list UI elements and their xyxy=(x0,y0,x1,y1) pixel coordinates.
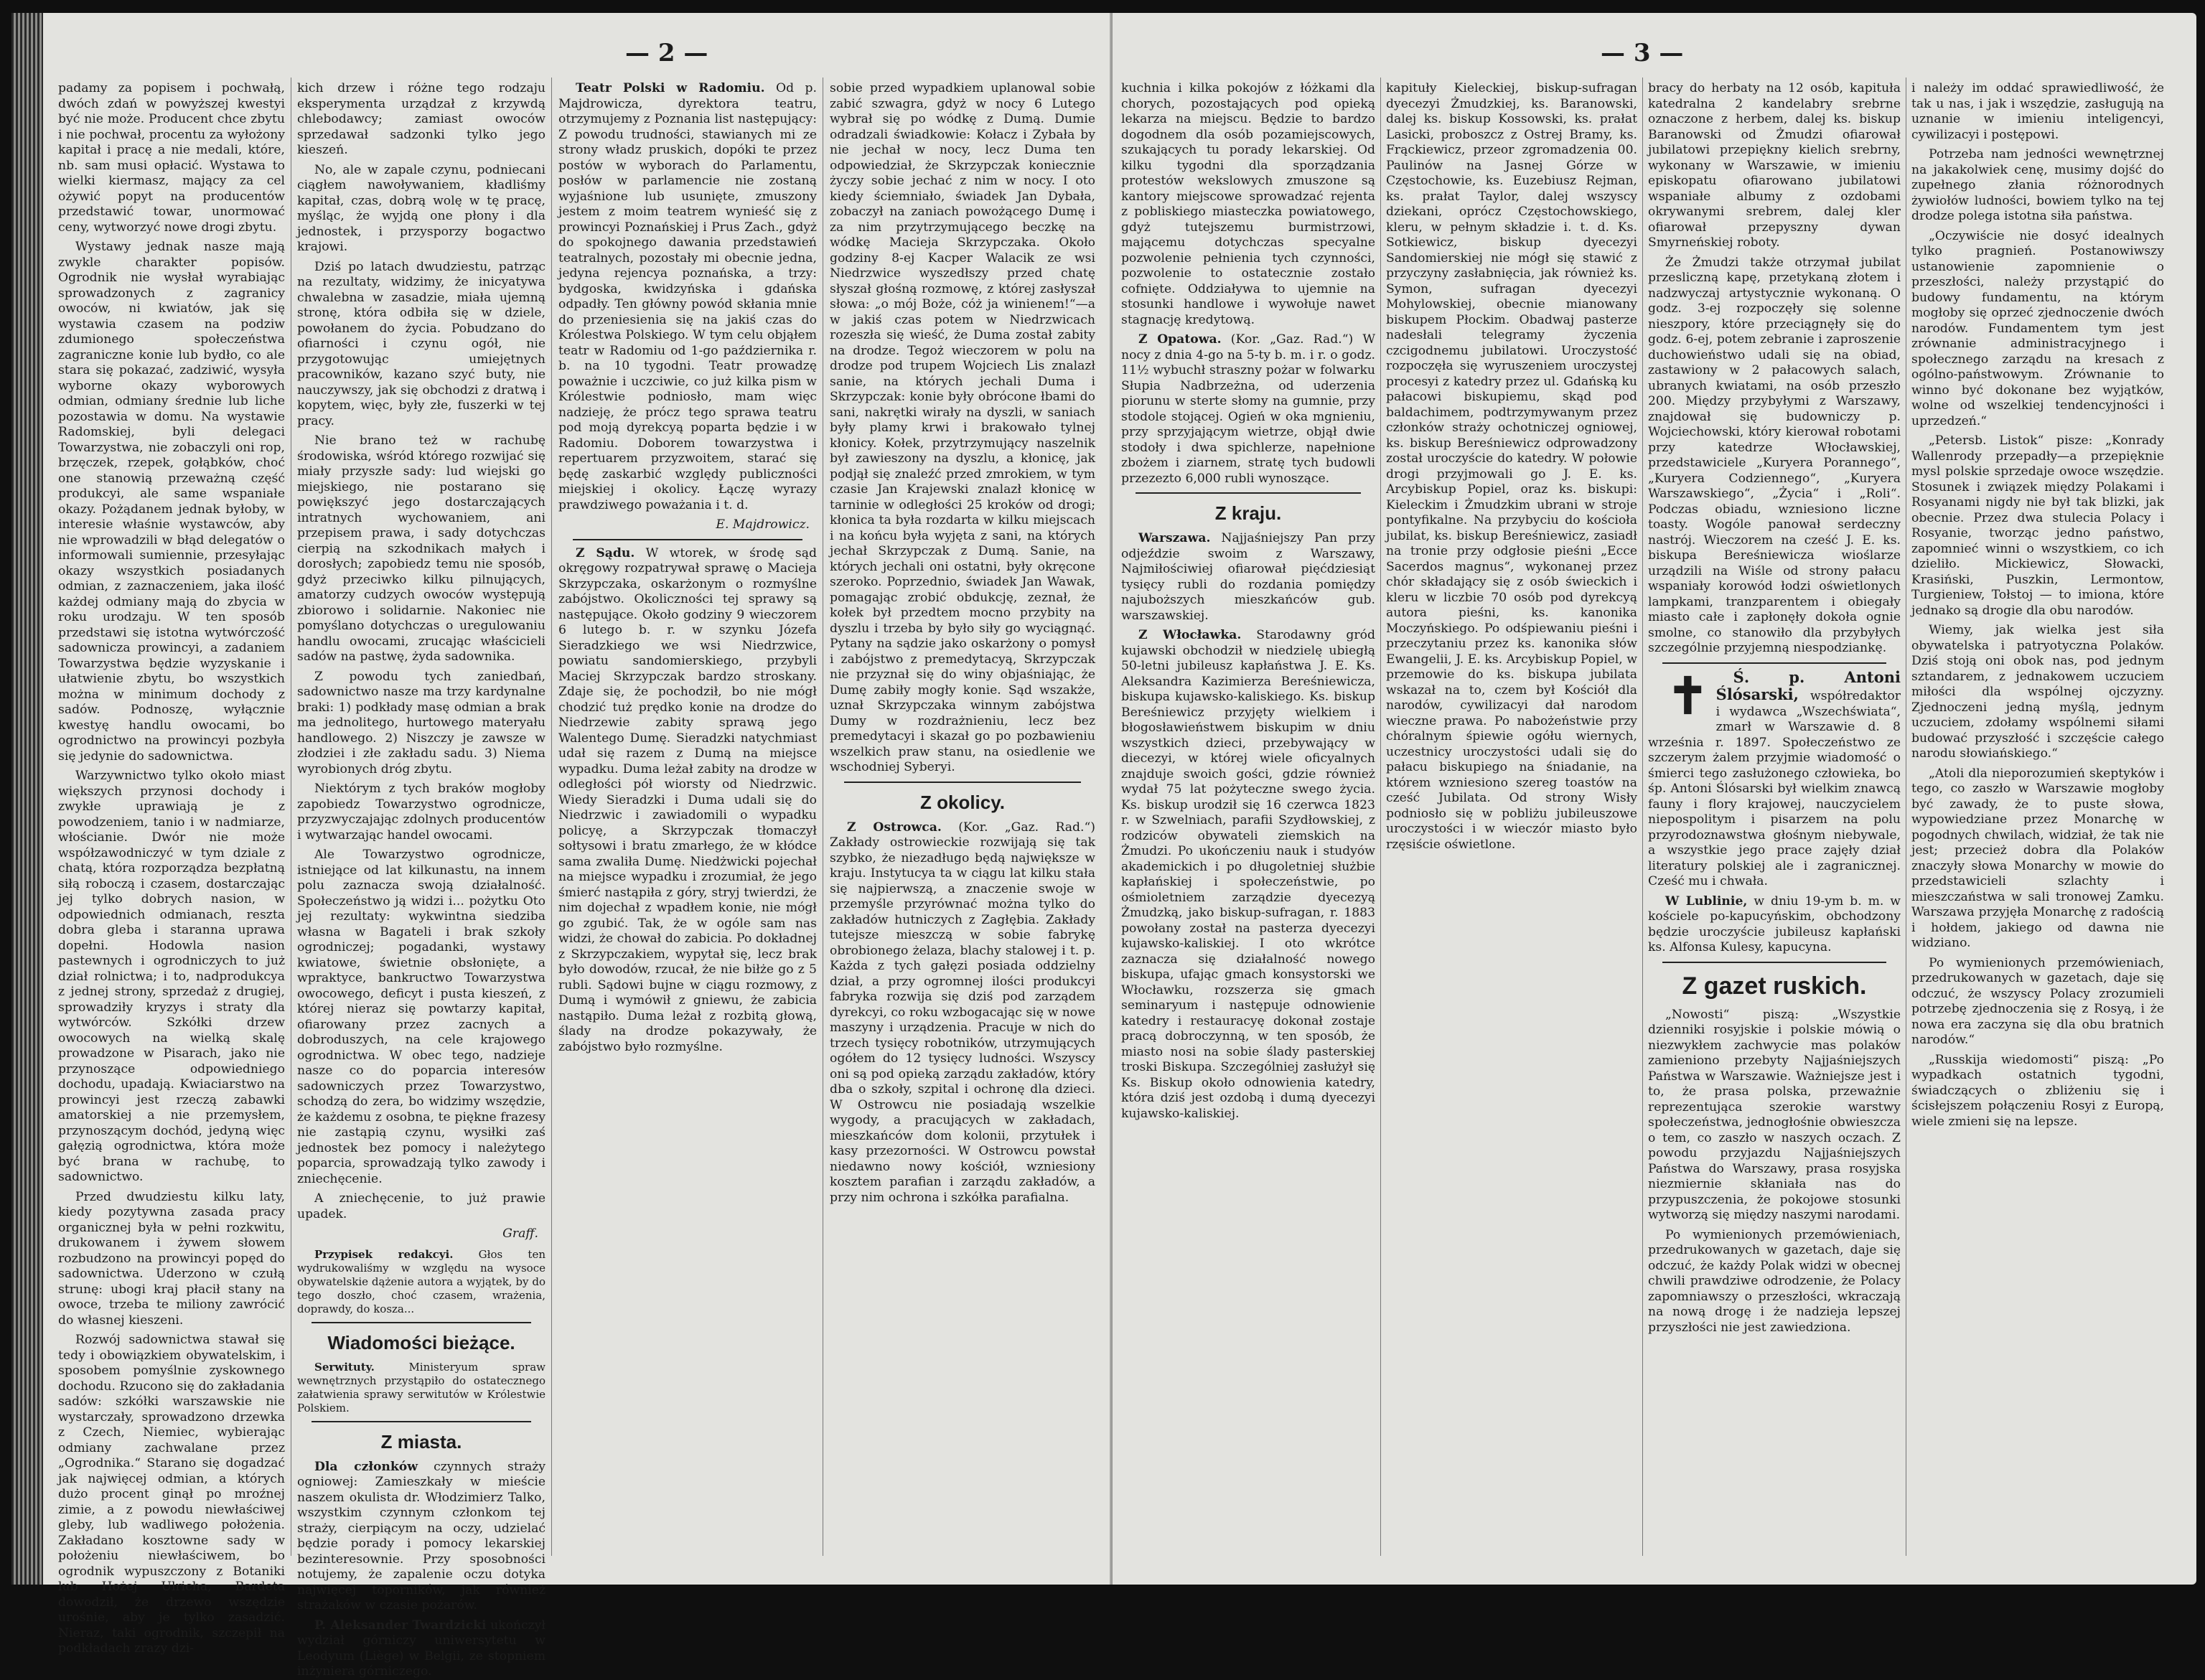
right-column-4 xyxy=(1911,81,2164,1563)
left-column-3 xyxy=(558,81,817,1563)
section-heading-news: Wiadomości bieżące. xyxy=(327,1331,515,1353)
page-number-right: — 3 — xyxy=(1601,39,1684,67)
news-lead: Serwituty. xyxy=(314,1360,375,1374)
article-signature: Graff. xyxy=(502,1226,538,1241)
paragraph: kapituły Kieleckiej, biskup-sufragan dyecezyi Żmudzkiej, ks. Baranowski, dalej ks. biskup Kossowski, ks. prałat Lasicki, proboszcz z Ostrej Bramy, ks. Frąckiewicz, przeor zgromadzenia 00. Paulinów na Jasnej Górze w Częstochowie, ks. Euzebiusz Rejman, ks. prałat Taylor, dalej wszyscy dziekani, oprócz Częstochowskiego, kleru, w pełnym składzie i. t. d. Ks. Sotkiewicz, biskup dyecezyi Sandomierskiej nie mógł się stawić z przyczyny zasłabnięcia, jak również ks. Symon, sufragan dyecezyi Mohylowskiej, obecnie mianowany biskupem Płockim. Obadwaj pasterze nadesłali telegramy życzenia czcigodnemu jubilatowi. Uroczystość rozpoczęła się wyruszeniem uroczystej procesyi z katedry przez ul. Gdańską ku pałacowi biskupiemu, skąd pod baldachimem, podtrzymywanym przez członków straży ochotniczej ogniowej, ks. biskup Bereśniewicz odprowadzony został uroczyście do katedry. W połowie drogi przyjmowali go J. E. ks. Arcybiskup Popiel, oraz ks. biskupi: Kieleckim i Żmudzkim ubrani w stroje pontyfikalne. Na przybyciu do kościoła jubilat, ks. biskup Bereśniewicz, zasiadł na tronie przy odgłosie pieśni „Ecce Sacerdos magnus“, wykonanej przez chór składający się z osób świeckich i kleru w liczbie 70 osób pod dyrekcyą autora pieśni, ks. kanonika Moczyńskiego. Po odśpiewaniu pieśni i przeczytaniu przez ks. kanonika słów Ewangelii, J. E. ks. Arcybiskup Popiel, w przemowie do ks. biskupa jubilata wskazał na to, czem był Kościół dla narodów, cywilizacyi dał narodom wieczne prawa. Po nabożeństwie przy chóralnym śpiewie ogółu wiernych, uczestnicy uroczystości udali się do pałacu biskupiego na śniadanie, na którem wzniesiono szereg toastów na cześć Jubilata. Od strony Wisły podniosło się w pobliżu jubileuszowe uroczystości i w wieczór miasto było rzęsiście oświetlone. xyxy=(1386,81,1637,852)
paragraph: Przed dwudziestu kilku laty, kiedy pozytywna zasada pracy organicznej była w pełni rozkwitu, drukowanem i żywem słowem rozbudzono na prowincyi popęd do sadownictwa. Uderzono w czułą strunę: ubogi kraj płacił stany na owoce, trzeba te miliony zawrócić do własnej kieszeni. xyxy=(58,1189,285,1328)
section-rule xyxy=(1136,492,1361,494)
paragraph: kuchnia i kilka pokojów z łóżkami dla chorych, pozostających pod opieką lekarza na miejscu. Będzie to bardzo dogodnem dla osób pozamiejscowych, szukających tu porady lekarskiej. Od kilku tygodni dla sporządzania protestów wekslowych zmuszone są kantory miejscowe sprowadzać rejenta z pobliskiego miasteczka powiatowego, gdyż tutejszemu burmistrzowi, mającemu dotychczas specyalne pozwolenie pełnienia tych czynności, pozwolenie to ostatecznie zostało cofnięte. Oddziaływa to ujemnie na stosunki handlowe i wywołuje nawet stagnację kredytową. xyxy=(1121,81,1375,327)
opatow-lead: Z Opatowa. xyxy=(1138,332,1222,347)
city-item-lead: P. Aleksander Twardzicki xyxy=(314,1618,487,1633)
right-column-1 xyxy=(1121,81,1375,1563)
paragraph: Nie brano też w rachubę środowiska, wśród którego rozwijać się miały przyszłe sady: lud wiejski go miejskiego, nie postarano się powiększyć jego dostarczających intratnych wychowaniem, ani przepisem prawa, i sady dotychczas cierpią na szkodnikach małych i dorosłych; zapobiedz temu nie sposób, gdyż przeciwko kilku pilnujących, amatorzy cudzych owoców występują zbiorowo i solidarnie. Nakoniec nie pomyślano dotychczas o uregulowaniu handlu owocami, zrucając właścicieli sadów na pastwę, żyda sadownika. xyxy=(297,433,546,664)
binding-edge xyxy=(11,13,43,1585)
section-rule xyxy=(1662,662,1886,664)
news-text: Ministeryum spraw wewnętrznych przystąpiło do ostatecznego załatwienia sprawy serwitutów w Królestwie Polskiem. xyxy=(297,1360,546,1414)
paragraph: i należy im oddać sprawiedliwość, że tak u nas, i jak i wszędzie, zasługują na uznanie w imieniu inteligencyi, cywilizacyi i postępowi. xyxy=(1911,81,2164,142)
paragraph: Z powodu tych zaniedbań, sadownictwo nasze ma trzy kardynalne braki: 1) podkłady masę odmian a brak ma jednolitego, hurtowego materyału handlowego. 2) Niszczy je zawsze w złodziei i złe zakładu sadu. 3) Niema wyrobionych dróg zbytu. xyxy=(297,669,546,776)
opatow-text: (Kor. „Gaz. Rad.“) W nocy z dnia 4-go na 5-ty b. m. i r. o godz. 11½ wybuchł straszny pożar w folwarku Słupia Nadbrzeżna, od uderzenia piorunu w sterte słomy na gumnie, przy stodole stojącej. Ogień w oka mgnieniu, przy sprzyjającym wietrze, objął dwie stodoły i dwa spichlerze, napełnione zbożem i ziarnem, stratę tych budowli przezezto 6,000 rubli wynoszące. xyxy=(1121,332,1376,486)
paragraph: padamy za popisem i pochwałą, dwóch zdań w powyższej kwestyi być nie może. Producent chce zbytu i nie pochwał, procentu za wyłożony kapitał i pracę a nie medali, które, nb. sam musi opłacić. Wystawa to wielki kiermasz, mający za cel ożywić popyt na producentów przedstawić towar, unormować ceny, wytworzyć nowe drogi zbytu. xyxy=(58,81,285,235)
page-number-left: — 2 — xyxy=(625,39,708,67)
paragraph: Rozwój sadownictwa stawał się tedy i obowiązkiem obywatelskim, i sposobem pomyślnie zyskownego dochodu. Rzucono się do zakładania sadów: szkółki warszawskie nie wystarczały, sprowadzono drzewka z Czech, Niemiec, wybierając odmiany zachwalane przez „Ogrodnika.“ Starano się dogadzać jak najwięcej odmian, a których dużo procent ginął po mroźnej zimie, a z powodu niewłaściwej gleby, lub wadliwego położenia. Zakładano kosztowne sady w położeniu niewłaściwem, bo ogrodnik wypuszczony z Botaniki lub Hożej Ulricha, Bardeta dowodził, że drzewo wszędzie urośnie, aby je tylko zasadzić. Nieraz, taki ogrodnik, szczepił na podkładach zrazy dzi- xyxy=(58,1333,285,1656)
column-rule xyxy=(1380,78,1381,1556)
paragraph: Niektórym z tych braków mogłoby zapobiedz Towarzystwo ogrodnicze, przyzwyczajając zdolnych producentów i wytwarzając handel owocami. xyxy=(297,782,546,843)
paragraph: Ale Towarzystwo ogrodnicze, istniejące od lat kilkunastu, na innem polu zaznacza swoją działalność. Społeczeństwo ją widzi i... pożytku Oto jej rezultaty: wykwintna siedziba własna w Bagateli i brak szkoły ogrodniczej; pogadanki, wystawy kwiatowe, świetnie obsłonięte, a wpraktyce, bankructwo Towarzystwa owocowego, deficyt i pusta kieszeń, z której nieraz się powtarzy kapitał, ofiarowany przez zacnych a dobroduszych, na cele krajowego ogrodnictwa. W obec tego, nadzieje nasze co do poparcia interesów sadowniczych przez Towarzystwo, schodzą do zera, bo widzimy wszędzie, że każdemu z osobna, te piękne frazesy nie zastąpią czynu, wysiłki zaś jednostek bez pomocy i należytego poparcia, sprowadzają tylko zawody i zniechęcenie. xyxy=(297,848,546,1186)
city-item xyxy=(297,1460,546,1614)
theater-signature: E. Majdrowicz. xyxy=(716,517,810,532)
court-text: W wtorek, w środę sąd okręgowy rozpatrywał sprawę o Macieja Skrzypczaka, oskarżonym o rozmyślne zabójstwo. Okoliczności tej sprawy są następujące. Około godziny 9 wieczorem 6 lutego b. r. w szynku Józefa Sieradzkiego we wsi Niedrzwice, powiatu sandomierskiego, przybyli Maciej Skrzypczak bardzo stroskany. Zdaje się, że pochodził, bo nie mógł chodzić tuż prędko konie na drodze do Niedrzewie zabity sprawą jego Walentego Dumę. Sieradzki natychmiast udał się razem z Dumą na miejsce wypadku. Duma leżał zabity na drodze w odległości pół wiorsty od Niedrzwic. Wiedy Sieradzki i Duma udali się do Niedrzwic i zawiadomili o wypadku policyę, a Skrzypczak tłomaczył sołtysowi i bratu zmarłego, że w kłódce sama zwaliła Dumę. Niedżwicki pojechał na miejsce wypadku i zrozumiał, że jego śmierć nastąpiła z góry, stryj twierdzi, że nim dojechał z wpadłem konie, nie mógł go zgubić. Tak, że w ogóle sam nas widzi, że chował do zabicia. Po dokładnej z Skrzypczakiem, wypytał się, lecz brak było dowodów, rzucał, że nie biłże go z 5 rubli. Sądowi bujne w ciągu rozmowy, z Dumą i wymówił z gniewu, że zabicia nastąpiło. Duma leżał z rozbitą głową, ślady na drodze pokazywały, że zabójstwo było rozmyślne. xyxy=(558,545,818,1054)
editorial-note xyxy=(297,1248,546,1316)
region-lead: Z Ostrowca. xyxy=(847,820,942,835)
paragraph: Dziś po latach dwudziestu, patrząc na rezultaty, widzimy, że inicyatywa chwalebna w zasadzie, miała ujemną stronę, która odbiła się w dziele, powołanem do życia. Pobudzano do ofiarności i czynu ogół, nie przygotowując umiejętnych pracowników, kazano szyć buty, nie nauczywszy, jak się obchodzi z dratwą i kopytem, więc, były złe, fuszerki w tej pracy. xyxy=(297,259,546,428)
section-rule xyxy=(1662,962,1886,963)
lublin-lead: W Lublinie, xyxy=(1665,893,1748,909)
lublin-text: w dniu 19-ym b. m. w kościele po-kapucyńskim, obchodzony będzie uroczyście jubileusz kapłański ks. Alfonsa Kulesy, kapucyna. xyxy=(1648,893,1901,954)
paragraph: Że Żmudzi także otrzymał jubilat przesliczną kapę, przetykaną złotem i nadzwyczaj artystycznie wykonaną. O godz. 3-ej rozpoczęły się solenne nieszpory, które przeciągnęły się do godz. 6-ej, potem zebranie i zaproszenie duchowieństwo udali się na obiad, zastawiony w 2 pałacowych salach, ubranych kwiatami, na osób przeszło 200. Między przybyłymi z Warszawy, znajdował się budowniczy p. Wojciechowski, który kierował robotami przy katedrze Włocławskiej, przedstawiciele „Kuryera Porannego“, „Kuryera Codziennego“, „Kuryera Warszawskiego“, „Życia“ i „Roli“. Podczas obiadu, wzniesiono liczne toasty. Wogóle panował serdeczny nastrój. Wieczorem na cześć J. E. ks. biskupa Bereśniewicza wioślarze urządzili na Wiśle od strony pałacu wspaniały korowód łodzi oświetlonych lampkami, tranzparentem i obiegały miasto całe i zapłonęły dokoła ognie smolne, co stanowiło dla przybyłych szczególnie przyjemną niespodziankę. xyxy=(1648,255,1901,655)
section-heading-region: Z okolicy. xyxy=(920,791,1005,813)
warsaw-lead: Warszawa. xyxy=(1138,531,1211,545)
paragraph: Po wymienionych przemówieniach, przedrukowanych w gazetach, daje się odczuć, że każdy Polak widzi w obecnej chwili prawdziwe odrodzenie, że Polacy zapomniawszy o przeszłości, wkraczają na nową drogę i że nadzieja lepszej przyszłości nie jest zawiedziona. xyxy=(1648,1227,1901,1335)
opatow-item xyxy=(1121,332,1375,487)
paragraph: „Petersb. Listok“ pisze: „Konrady Wallenrody przepadły—a przepięknie mysl polskie sprzedaje owoce wszędzie. Stosunek i związek między Polakami i Rosyanami nigdy nie był tak blizki, jak obecnie. Przez dwa stulecia Polacy i Rosyanie, tworząc jedno państwo, zapomnieć winni o wszystkiem, co ich dzieliło. Mickiewicz, Słowacki, Krasiński, Puszkin, Lermontow, Turgieniew, Tołstoj — to imiona, które jednako są drogie dla obu narodów. xyxy=(1911,433,2164,618)
cross-icon: ✝ xyxy=(1667,665,1709,726)
city-item-lead: Dla członków xyxy=(314,1459,418,1474)
paragraph: Warzywnictwo tylko około miast większych przynosi dochody i zwykłe uprawiają je z powodzeniem, tanio i w nadmiarze, włościanie. Dwór nie może współzawodniczyć w tym dziale z chatą, która rozporządza bezpłatną siłą roboczą i czasem, dostarczając jej tylko dobrych nasion, w odpowiednich odmianach, reszta dobra gleba i staranna uprawa dopełni. Hodowla nasion pastewnych i ogrodniczych to już dział rolnictwa; i to, nadprodukcya z jednej strony, sprzedaż z drugiej, sprowadziły kryzys i straty dla wytwórców. Szkółki drzew owocowych na wielką skalę prowadzone w Pisarach, jako nie przynoszące odpowiedniego dochodu, upadają. Kwiaciarstwo na prowincyi jest rzeczą zabawki amatorskiej a nie przemysłem, przynoszącym dochód, jedyną więc gałęzią ogrodnictwa, która może być brana w rachubę, to sadownictwo. xyxy=(58,769,285,1184)
paragraph: bracy do herbaty na 12 osób, kapituła katedralna 2 kandelabry srebrne oznaczone z herbem, dalej ks. biskup Baranowski od Żmudzi ofiarował jubilatowi przepiękny kielich srebrny, wykonany w Warszawie, w imieniu episkopatu ofiarowano jubilatowi wspaniałe albumy z ozdobami okrywanymi srebrem, dalej kler ofiarował przepyszny dywan Smyrneńskiej roboty. xyxy=(1648,81,1901,250)
wloclawek-lead: Z Włocławka. xyxy=(1138,628,1242,642)
obituary-text: współredaktor i wydawca „Wszechświata“, zmarł w Warszawie d. 8 września r. 1897. Społeczeństwo ze szczerym żalem przyjmie wiadomość o śmierci tego zasłużonego człowieka, bo śp. Antoni Ślósarski był wielkim znawcą fauny i flory krajowej, nauczycielem niepospolitym i pisarzem na polu przyrodoznawstwa głośnym niebywale, a wszystkie jego prace zajęły dział literatury polskiej ale i zagranicznej. Cześć mu i chwała. xyxy=(1648,689,1901,888)
paragraph: Wystawy jednak nasze mają zwykle charakter popisów. Ogrodnik nie wysłał wyrabiając sprowadzonych z zagranicy owoców, ni kwiatów, jak się wystawia czasem na podziw zdumionego społeczeństwa zagraniczne konie lub bydło, co ale stara się pokazać, zadziwić, wysyła wyborne okazy wyborowych odmian, odmiany średnie lub liche pozostawia w domu. Na wystawie Radomskiej, byli delegaci Towarzystwa, nie zobaczyli oni rop, brzęczek, rzepek, gołąbków, choć one stanowią przeważną część produkcyi, ale same wspaniałe okazy. Pożądanem jednak byłoby, w interesie właśnie wystawców, aby nie wprowadzili w błąd delegatów o informowali sumiennie, przesyłając okazy wszystkich posiadanych odmian, z zaznaczeniem, jaka ilość każdej odmiany mają do zbycia w roku urodzaju. W ten sposób przedstawi się istotna wytwórczość sadownicza prowincyi, a zadaniem Towarzystwa będzie wyzyskanie i ułatwienie zbytu, bo wszystkich można w minimum dochody z sadów. Podnoszę, wyłącznie kwestyę handlu owocami, bo ogrodnictwo na prowincyi pozbyła się jedynie do sadownictwa. xyxy=(58,240,285,764)
paragraph: No, ale w zapale czynu, podniecani ciągłem nawoływaniem, kładliśmy kapitał, czas, dobrą wolę w tę pracę, myśląc, że wyjdą one płony i dla jednostek, i przysporzy bogactwo krajowi. xyxy=(297,162,546,254)
paragraph: kich drzew i różne tego rodzaju eksperymenta urządzał z krzywdą chlebodawcy; zamiast owoców sprzedawał sadzonki tylko jego kieszeń. xyxy=(297,81,546,157)
section-rule xyxy=(312,1322,531,1323)
page-right xyxy=(1113,13,2196,1585)
section-heading-city: Z miasta. xyxy=(380,1430,462,1453)
obituary-title: Ś. p. Antoni Ślósarski, xyxy=(1715,667,1901,703)
city-item-text: ukończył wydział górniczy uniwersytetu w Leodyum (Liège) w Belgii, ze stopniem inżyniera górniczego. xyxy=(297,1618,546,1679)
right-column-3 xyxy=(1648,81,1901,1563)
theater-item xyxy=(558,81,817,513)
court-lead: Z Sądu. xyxy=(576,545,635,560)
section-heading-russian-press: Z gazet ruskich. xyxy=(1682,972,1867,1000)
wloclawek-item xyxy=(1121,628,1375,1122)
paragraph: Wiemy, jak wielka jest siła obywatelska i patryotyczna Polaków. Dziś stoją oni obok nas, pod jednym sztandarem, z jednakowem uczuciem miłości dla wspólnej ojczyzny. Zjednoczeni jedną myślą, jednym uczuciem, zdołamy wspólnemi siłami budować przyszłość i szczęście całego narodu słowiańskiego.“ xyxy=(1911,623,2164,761)
left-column-2 xyxy=(297,81,546,1679)
paragraph: „Atoli dla nieporozumień skeptyków i tego, co zaszło w Warszawie mogłoby być zawady, że to puste słowa, wypowiedziane przez Monarchę w pogodnych chwilach, widział, że tak nie jest; przecież dobra dla Polaków znaczyły słowa Monarchy w mowie do przedstawicieli szlachty i mieszczaństwa w sali tronowej Zamku. Warszawa przyjęła Monarchę z radością i hołdem, jakiego od dawna nie widziano. xyxy=(1911,766,2164,950)
paragraph: Potrzeba nam jedności wewnętrznej na jakakolwiek cenę, musimy dojść do zupełnego złania różnorodnych żywiołów ludności, bowiem tylko na tej drodze polega istotna siła państwa. xyxy=(1911,147,2164,223)
theater-lead: Teatr Polski w Radomiu. xyxy=(576,81,765,95)
region-text: (Kor. „Gaz. Rad.“) Zakłady ostrowieckie rozwijają się tak szybko, że niezadługo będą największe w kraju. Instytucya ta w ciągu lat kilku stała się najpierwszą, a znaczenie swoje w przemyśle przyrównać można tylko do zakładów hutniczych z Zagłębia. Zakłady tutejsze mieszczą w sobie fabrykę obrobionego żelaza, blachy stalowej i t. p. Każda z tych gałęzi posiada oddzielny dział, a przy ogromnej ilości produkcyi fabryka rozwija się dziś pod zarządem dyrekcyi, co roku wzbogacając się w nowe maszyny i urządzenia. Pracuje w nich do trzech tysięcy robotników, utrzymujących ogółem do 12 tysięcy ludności. Wszyscy oni są pod opieką zarządu zakładów, który dba o szkoły, szpital i ochronę dla dzieci. W Ostrowcu nie posiadają wszelkie wygody, a pracujących w zakładach, mieszkańców dom kolonii, przytułek i kasy przezorności. W Ostrowcu powstał niedawno nowy kościół, wzniesiony kosztem parafian i zarządu zakładów, a przy nim ochrona i szkółka parafialna. xyxy=(830,820,1095,1205)
news-item xyxy=(297,1361,546,1415)
paragraph: A zniechęcenie, to już prawie upadek. xyxy=(297,1191,546,1221)
section-rule xyxy=(844,782,1081,783)
theater-text: Od p. Majdrowicza, dyrektora teatru, otrzymujemy z Poznania list następujący: Z powodu trudności, stawianych mi ze strony władz pruskich, dopóki te przez postów w wyborach do Parlamentu, posłów w parlamencie nie zostaną wyjaśnione lub usunięte, zmuszony jestem z moim teatrem wynieść się z prowincyi Poznańskiej i Prus Zach., gdyż do spokojnego dawania przedstawień teatralnych, pozostały mi obecnie jedna, jedyna rejencya poznańska, a trzy: bydgoska, kwidzyńska i gdańska odpadły. Ten główny powód skłania mnie do przeniesienia się na jakiś czas do Królestwa Polskiego. W tym celu objąłem teatr w Radomiu od 1-go października r. b. na 10 tygodni. Teatr prowadzę poważnie i uczciwie, co już kilka pism w Królestwie podniosło, mam więc nadzieję, że prócz tego sprawa teatru pod moją dyrekcyą poparta będzie i w Radomiu. Doborem towarzystwa i repertuarem przyzwoitem, starać się będę zaskarbić względy publiczności miejskiej i okolicy. Łączę wyrazy prawdziwego poważania i t. d. xyxy=(558,81,817,512)
city-item xyxy=(297,1618,546,1680)
paragraph: sobie przed wypadkiem uplanowal sobie zabić szwagra, gdyż w nocy 6 Lutego wybrał się po wódkę z Dumą. Dumie odradzali świadkowie: Kołacz i Zybała by nie jechał w nocy, lecz Duma ten odpowiedział, że Skrzypczak koniecznie życzy sobie jechać z nim w nocy. I oto kiedy ściemniało, świadek Jan Dybała, zobaczył na zaniach powożącego Dumę i za nim przytrzymującego beczkę na wódkę Macieja Skrzypczaka. Około godziny 8-ej Kacper Walacik ze wsi Niedrzwice wyszedłszy przed chatę słyszał głośną rozmowę, z której zasłyszał słowa: „o mój Boże, cóż ja winienem!“—a w jakiś czas potem w Niedrzwicach rozeszła się wieść, że Duma został zabity na drodze. Tegoż wieczorem w polu na drodze pod trupem Wojciech Lis znalazł sanie, na których jechali Duma i Skrzypczak: konie były obrócone łbami do sani, nakrętki wirały na dyszli, w saniach były plamy krwi i brakowało tylnej kłonicy. Kołek, przytrzymujący naszelnik był zawieszony na dyszlu, a kłonicę, jak podjął się znaleźć przed zmrokiem, w tym czasie Jan Krajewski znalazł kłonicę w tarninie w odległości 25 kroków od drogi; kłonica ta była rozdarta w kilku miejscach i na końcu była wyjęta z sani, na których jechał Skrzypczak z Dumą. Sanie, na których jechali oni ostatni, były okręcone szeroko. Poprzednio, świadek Jan Wawak, pomagając zrobić obdukcję, zeznał, że kołek był przedtem mocno przybity na dyszlu i trzeba by było siły go wyciągnąć. Pytany na sądzie jako oskarżony o pomysł i zabójstwo z premedytacyą, Skrzypczak nie przyznał się do winy objaśniając, że Dumę zabiły mogły konie. Sąd wszakże, uznał Skrzypczaka winnym zabójstwa Dumy w rozdrażnieniu, lecz bez premedytacyi i skazał go po pozbawieniu wszelkich praw stanu, na osiedlenie we wschodniej Syberyi. xyxy=(830,81,1095,774)
editorial-note-text: Głos ten wydrukowaliśmy w względu na wysoce obywatelskie dążenie autora a wyjątek, by do tego doszło, choć czasem, wrażenia, doprawdy, do kosza... xyxy=(297,1247,546,1315)
paragraph: „Russkija wiedomosti“ piszą: „Po wypadkach ostatnich tygodni, świadczących o zbliżeniu się i ścisłejszem połączeniu Rosyi z Europą, wiele zmieni się na lepsze. xyxy=(1911,1052,2164,1129)
section-heading-country: Z kraju. xyxy=(1214,502,1282,524)
obituary xyxy=(1648,665,1901,890)
wloclawek-text: Starodawny gród kujawski obchodził w niedzielę ubiegłą 50-letni jubileusz kapłaństwa J. E. Ks. Aleksandra Kazimierza Bereśniewicza, biskupa kujawsko-kaliskiego. Ks. biskup Bereśniewicz przyjęty wielkiem i błogosławieństwem biskupim w dniu wszystkich dzieci, przebywający w diecezyi, w której wiele oficyalnych znajduje swoich gości, gdzie również wydał 75 lat pożyteczne swego życia. Ks. biskup urodził się 16 czerwca 1823 r. w Szwelniach, parafii Szydłowskiej, z rodziców obywateli ziemskich na Żmudzi. Po ukończeniu nauk i studyów akademickich i po długoletniej służbie kapłańskiej i społeczeństwie, po ośmioletniem zarządzie dyecezyą Żmudzką, jako biskup-sufragan, r. 1883 powołany został na pasterza dyecezyi kujawsko-kaliskiej. I oto wkrótce zaznacza się działalność nowego biskupa, ufając gmach konsystorski we Włocławku, rozszerza się gmach seminaryum i następuje odnowienie katedry i restauracyę dokonał zostaje pracą dobroczynną, w ten sposób, że miasto nosi na sobie ślady pasterskiej troski Biskupa. Szczególniej zasłużył się Ks. Biskup około odnowienia katedry, która dziś jest ozdobą i dumą dyecezyi kujawsko-kaliskiej. xyxy=(1121,628,1375,1121)
left-column-4 xyxy=(830,81,1095,1563)
city-item-text: czynnych straży ogniowej: Zamieszkały w mieście naszem okulista dr. Włodzimierz Talko, wszystkim czynnym członkom tej straży, cierpiącym na oczy, udzielać będzie porady i pomocy lekarskiej bezinteresownie. Przy sposobności notujemy, że zapalenie oczu dotyka najwięcej toporników, jak również strażaków w czasie pożarów. xyxy=(297,1459,546,1613)
editorial-note-lead: Przypisek redakcyi. xyxy=(314,1247,454,1261)
left-column-1 xyxy=(58,81,285,1656)
lublin-item xyxy=(1648,894,1901,956)
region-item xyxy=(830,820,1095,1206)
column-rule xyxy=(1642,78,1643,1556)
paragraph: Po wymienionych przemówieniach, przedrukowanych w gazetach, daje się odczuć, że wszyscy Polacy zrozumieli potrzebę zjednoczenia się z Rosyą, i że nowa era zaczyna się dla obu bratnich narodów.“ xyxy=(1911,955,2164,1047)
court-item xyxy=(558,546,817,1056)
warsaw-text: Najjaśniejszy Pan przy odjeździe swoim z Warszawy, Najmiłościwiej ofiarował pięćdziesiąt tysięcy rubli do rozdania pomiędzy najuboższych mieszkańców gub. warszawskiej. xyxy=(1121,531,1376,623)
page-left xyxy=(11,13,1110,1679)
warsaw-item xyxy=(1121,531,1375,624)
column-rule xyxy=(551,78,552,1556)
section-rule xyxy=(573,539,802,540)
section-rule xyxy=(312,1421,531,1422)
paragraph: „Oczywiście nie dosyć idealnych tylko pragnień. Postanowiwszy ustanowienie zapomnienie o przeszłości, należy przystąpić do budowy fundamentu, na którym mogłoby się oprzeć zjednoczenie dwóch narodów. Fundamentem tym jest zrównanie administracyjnego i społecznego zarządu na kresach z ogólno-państwowym. Zrównanie to winno być dokonane bez wyjątków, wolne od wszelkiej tendencyjności i uprzedzeń.“ xyxy=(1911,228,2164,428)
paragraph: „Nowosti“ piszą: „Wszystkie dzienniki rosyjskie i polskie mówią o niezwykłem zachwycie mas polaków zamieniono przebyty Najjaśniejszych Państwa w Warszawie. Ważniejsze jest i to, że prasa polska, przeważnie reprezentująca szerokie warstwy społeczeństwa, jednogłośnie obwieszcza o tem, co zaszło w naszych oczach. Z powodu przyjazdu Najjaśniejszych Państwa do Warszawy, prasa rosyjska niezmiernie skłaniała nas do przypuszczenia, że pokojowe stosunki wytworzą się między naszymi narodami. xyxy=(1648,1007,1901,1222)
right-column-2 xyxy=(1386,81,1637,1563)
